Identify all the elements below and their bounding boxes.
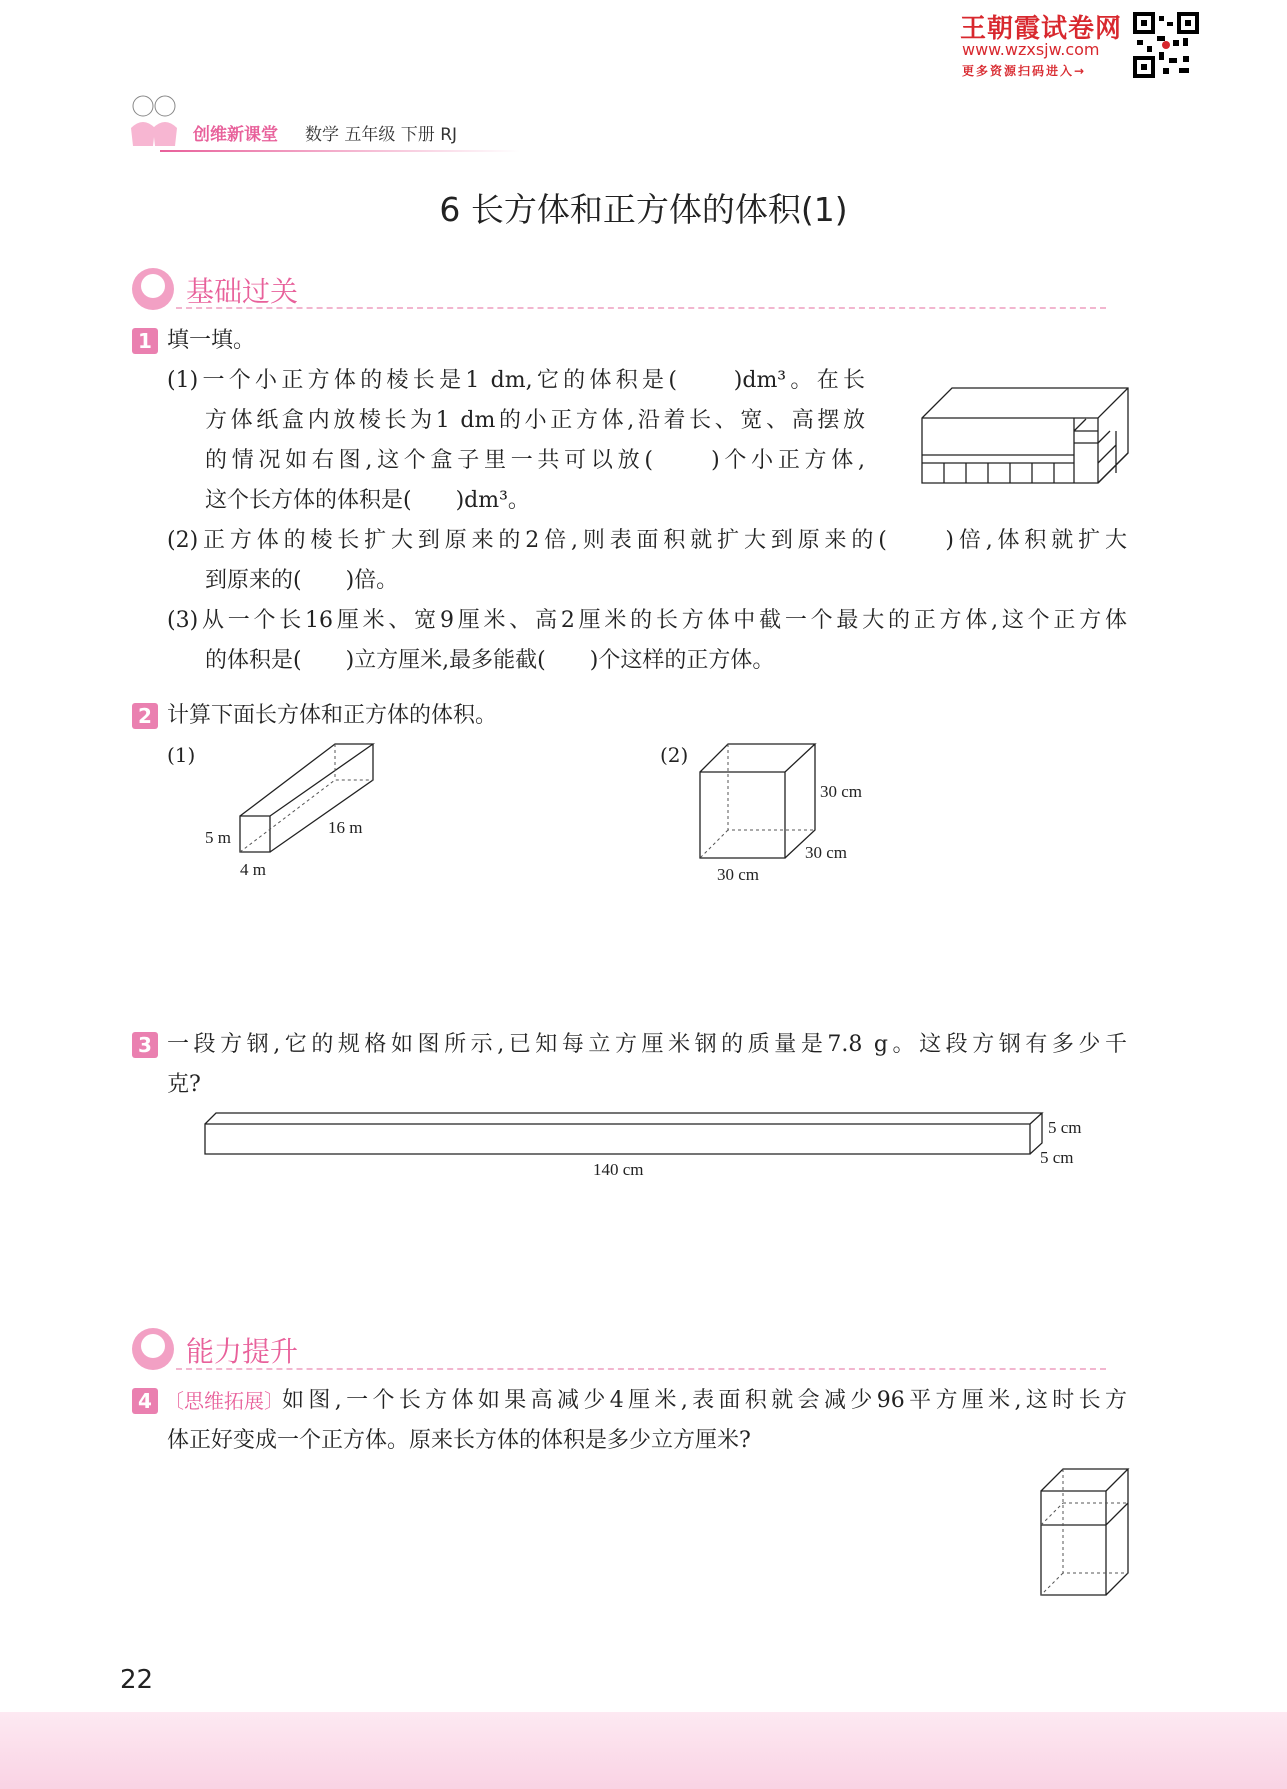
series-name: 创维新课堂 (193, 125, 278, 145)
question-text-line: (3)从一个长16厘米、宽9厘米、高2厘米的长方体中截一个最大的正方体,这个正方体 (167, 608, 1127, 633)
box-with-cubes-figure (920, 385, 1130, 485)
steel-bar-figure (200, 1110, 1050, 1158)
book-info: 数学 五年级 下册 RJ (305, 125, 458, 145)
question-text-line: 的情况如右图,这个盒子里一共可以放( )个小正方体, (205, 448, 865, 473)
qr-code-icon[interactable] (1133, 12, 1199, 78)
question-text-line: 这个长方体的体积是( )dm³。 (205, 488, 530, 513)
section-mascot-icon (130, 266, 176, 312)
question-number: 1 (132, 328, 158, 354)
page-number: 22 (120, 1665, 154, 1695)
cuboid-figure-1 (235, 740, 375, 856)
dimension-label: 4 m (240, 860, 266, 879)
brand-url[interactable]: www.wzxsjw.com (962, 40, 1100, 59)
question-text-line: 如图,一个长方体如果高减少4厘米,表面积就会减少96平方厘米,这时长方 (282, 1388, 1127, 1413)
question-number: 4 (132, 1388, 158, 1414)
question-text-line: (2)正方体的棱长扩大到原来的2倍,则表面积就扩大到原来的( )倍,体积就扩大 (167, 528, 1127, 553)
question-text-line: 体正好变成一个正方体。原来长方体的体积是多少立方厘米? (167, 1428, 751, 1453)
question-text-line: 到原来的( )倍。 (205, 568, 399, 593)
header-underline (160, 150, 520, 152)
dimension-label: 16 m (328, 818, 363, 837)
mascot-kids-icon (125, 88, 185, 154)
section-title-advanced: 能力提升 (186, 1335, 299, 1368)
section-divider (176, 1368, 1106, 1370)
dimension-label: 5 cm (1048, 1118, 1082, 1137)
question-text-line: 方体纸盒内放棱长为1 dm的小正方体,沿着长、宽、高摆放 (205, 408, 865, 433)
question-number: 3 (132, 1032, 158, 1058)
question-stem: 计算下面长方体和正方体的体积。 (167, 703, 498, 728)
brand-name: 王朝霞试卷网 (960, 14, 1123, 44)
dimension-label: 30 cm (717, 865, 760, 884)
question-text-line: 一段方钢,它的规格如图所示,已知每立方厘米钢的质量是7.8 g。这段方钢有多少千 (167, 1032, 1127, 1057)
question-stem: 填一填。 (167, 328, 256, 353)
figure-label: (1) (167, 743, 196, 767)
section-divider (176, 307, 1106, 309)
footer-band (0, 1712, 1287, 1789)
section-title-basic: 基础过关 (186, 275, 299, 308)
section-mascot-icon (130, 1326, 176, 1372)
dimension-label: 140 cm (593, 1160, 644, 1179)
brand-tip: 更多资源扫码进入→ (962, 64, 1087, 78)
cube-figure-2 (695, 740, 820, 862)
question-text-line: 的体积是( )立方厘米,最多能截( )个这样的正方体。 (205, 648, 775, 673)
dimension-label: 5 cm (1040, 1148, 1074, 1167)
page-title: 6 长方体和正方体的体积(1) (439, 190, 848, 229)
dimension-label: 5 m (205, 828, 231, 847)
figure-label: (2) (660, 743, 689, 767)
question-text-line: 克? (167, 1072, 201, 1097)
question-text-line: (1)一个小正方体的棱长是1 dm,它的体积是( )dm³。在长 (167, 368, 865, 393)
dimension-label: 30 cm (805, 843, 848, 862)
question-number: 2 (132, 703, 158, 729)
cuboid-figure-4 (1038, 1465, 1130, 1599)
dimension-label: 30 cm (820, 782, 863, 801)
question-tag: 〔思维拓展〕 (164, 1389, 284, 1413)
